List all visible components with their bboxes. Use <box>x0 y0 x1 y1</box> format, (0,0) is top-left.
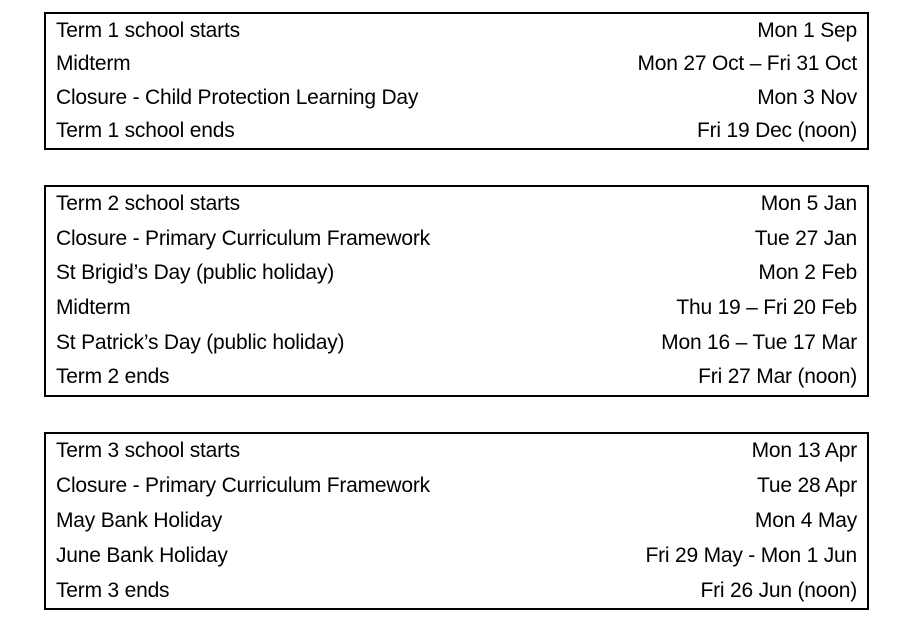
table-row <box>46 291 867 326</box>
event-label: Term 3 school starts <box>56 439 240 463</box>
table-row <box>46 14 867 48</box>
event-date: Mon 3 Nov <box>757 85 857 109</box>
event-label: Closure - Primary Curriculum Framework <box>56 226 430 250</box>
table-row <box>46 538 867 573</box>
event-label: May Bank Holiday <box>56 508 223 532</box>
table-row <box>46 48 867 82</box>
term-2-table <box>44 185 869 397</box>
event-date: Mon 16 – Tue 17 Mar <box>661 330 857 354</box>
event-date: Mon 13 Apr <box>751 439 857 463</box>
table-row <box>46 504 867 539</box>
event-date: Fri 29 May - Mon 1 Jun <box>645 543 857 567</box>
event-label: St Patrick’s Day (public holiday) <box>56 330 345 354</box>
table-row <box>46 256 867 291</box>
event-date: Mon 27 Oct – Fri 31 Oct <box>637 52 857 76</box>
table-row <box>46 115 867 149</box>
event-date: Fri 27 Mar (noon) <box>698 365 857 389</box>
table-row <box>46 325 867 360</box>
event-date: Mon 2 Feb <box>758 261 857 285</box>
table-row <box>46 434 867 469</box>
event-date: Thu 19 – Fri 20 Feb <box>676 296 857 320</box>
event-date: Tue 27 Jan <box>754 226 857 250</box>
event-label: Closure - Child Protection Learning Day <box>56 85 419 109</box>
event-label: Term 2 school starts <box>56 192 240 216</box>
event-label: June Bank Holiday <box>56 543 228 567</box>
event-date: Fri 26 Jun (noon) <box>700 578 857 602</box>
table-row <box>46 573 867 608</box>
event-label: Closure - Primary Curriculum Framework <box>56 474 430 498</box>
table-row <box>46 469 867 504</box>
event-label: Midterm <box>56 296 131 320</box>
table-row <box>46 222 867 257</box>
term-3-table <box>44 432 869 610</box>
event-date: Mon 4 May <box>754 508 857 532</box>
table-row <box>46 360 867 395</box>
table-row <box>46 81 867 115</box>
event-label: Term 2 ends <box>56 365 170 389</box>
event-label: St Brigid’s Day (public holiday) <box>56 261 335 285</box>
event-label: Term 3 ends <box>56 578 170 602</box>
event-label: Term 1 school ends <box>56 119 235 143</box>
event-date: Mon 1 Sep <box>757 18 857 42</box>
table-row <box>46 187 867 222</box>
event-label: Midterm <box>56 52 131 76</box>
event-date: Tue 28 Apr <box>757 474 857 498</box>
event-date: Mon 5 Jan <box>760 192 857 216</box>
term-1-table <box>44 12 869 150</box>
event-label: Term 1 school starts <box>56 18 240 42</box>
event-date: Fri 19 Dec (noon) <box>697 119 857 143</box>
